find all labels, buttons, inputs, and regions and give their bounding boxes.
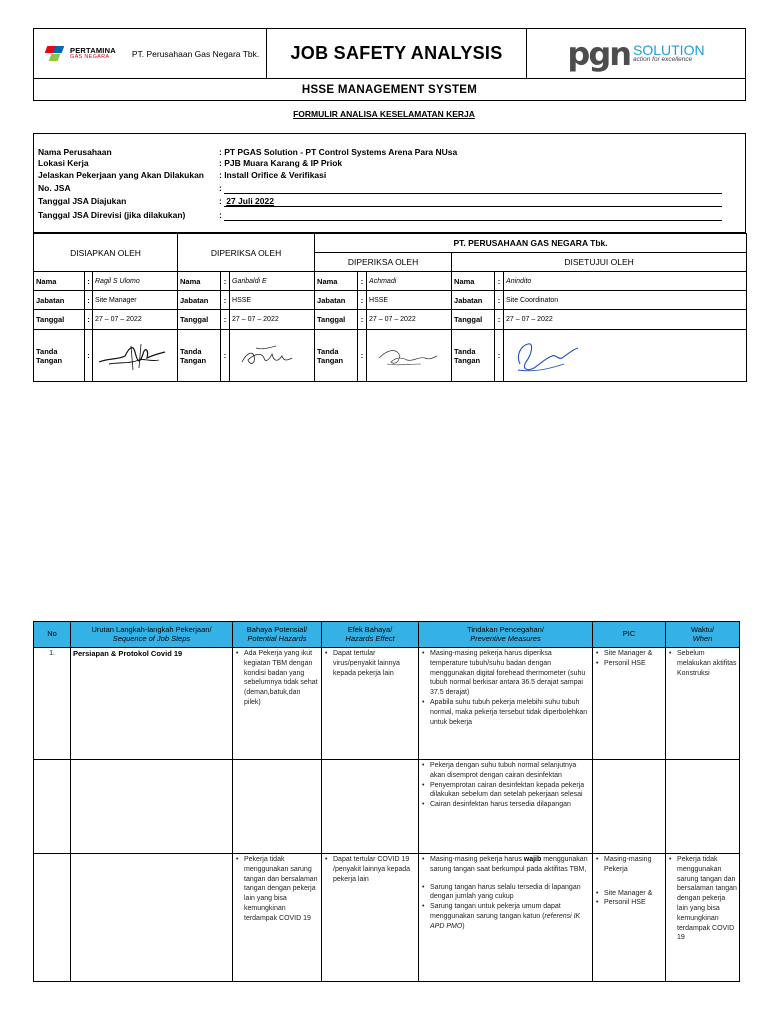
- colon: :: [221, 291, 230, 310]
- date-row: [34, 310, 747, 330]
- prepared-by-header: DISIAPKAN OLEH: [34, 234, 178, 272]
- date-label: Tanggal: [315, 310, 358, 330]
- pgn-checker-name: Achmadi: [367, 272, 452, 291]
- list-item: • Sebelum melakukan aktifitas Konstruksi: [668, 649, 737, 678]
- job-info-box: [33, 133, 746, 233]
- effect-cell: [322, 760, 419, 854]
- list-spacer: [595, 875, 663, 889]
- pic-cell: [593, 854, 666, 982]
- info-row: [38, 183, 222, 193]
- info-row: [38, 147, 457, 157]
- col-no: No: [34, 622, 71, 648]
- info-label: Lokasi Kerja: [38, 158, 89, 168]
- name-label: Nama: [315, 272, 358, 291]
- when-cell: [666, 854, 740, 982]
- row-number: [34, 854, 71, 982]
- signature-icon: [95, 336, 175, 376]
- info-row: [38, 196, 274, 206]
- pgn-solution-logo: [527, 29, 745, 78]
- effect-cell: [322, 854, 419, 982]
- submitted-date: 27 Juli 2022: [226, 196, 274, 206]
- colon: :: [495, 330, 504, 382]
- table-row: [34, 648, 740, 760]
- colon: :: [85, 310, 93, 330]
- pgn-approver-name: Anindito: [504, 272, 747, 291]
- pgn-checker-signature: [367, 330, 452, 382]
- info-label: Nama Perusahaan: [38, 147, 112, 157]
- job-step: [71, 854, 233, 982]
- colon: :: [85, 291, 93, 310]
- list-item: • Pekerja dengan suhu tubuh normal selanjutnya akan disemprot dengan cairan desinfektan: [421, 761, 590, 781]
- header-logo-cell: [34, 29, 267, 78]
- list-item: • Personil HSE: [595, 898, 663, 908]
- effect-cell: [322, 648, 419, 760]
- list-item: • Sarung tangan untuk pekerja umum dapat menggunakan sarung tangan katun (referensi IK APD PMO): [421, 902, 590, 931]
- col-steps: Urutan Langkah-langkah Pekerjaan/ Sequence of Job Steps: [71, 622, 233, 648]
- position-row: [34, 291, 747, 310]
- position-label: Jabatan: [178, 291, 221, 310]
- date-label: Tanggal: [34, 310, 85, 330]
- info-row: [38, 170, 326, 180]
- info-row: [38, 210, 222, 220]
- jsa-table: [33, 621, 740, 982]
- info-label: No. JSA: [38, 183, 71, 193]
- col-measures: Tindakan Pencegahan/ Preventive Measures: [419, 622, 593, 648]
- signature-icon: [506, 334, 586, 378]
- colon: :: [358, 330, 367, 382]
- job-step: [71, 760, 233, 854]
- position-label: Jabatan: [315, 291, 358, 310]
- info-row: [38, 158, 342, 168]
- info-label: Tanggal JSA Direvisi (jika dilakukan): [38, 210, 186, 220]
- row-number: 1.: [34, 648, 71, 760]
- info-value: : PJB Muara Karang & IP Priok: [219, 158, 343, 168]
- checker-position: HSSE: [230, 291, 315, 310]
- preparer-date: 27 – 07 – 2022: [93, 310, 178, 330]
- name-label: Nama: [34, 272, 85, 291]
- table-row: [34, 760, 740, 854]
- list-item: • Cairan desinfektan harus tersedia dilapangan: [421, 800, 590, 810]
- info-value: : Install Orifice & Verifikasi: [219, 170, 327, 180]
- jsa-header-row: [34, 622, 740, 648]
- name-label: Nama: [452, 272, 495, 291]
- colon: :: [221, 330, 230, 382]
- pgn-checker-date: 27 – 07 – 2022: [367, 310, 452, 330]
- signature-label: Tanda Tangan: [452, 330, 495, 382]
- colon: :: [221, 272, 230, 291]
- position-label: Jabatan: [452, 291, 495, 310]
- preparer-position: Site Manager: [93, 291, 178, 310]
- preparer-signature: [93, 330, 178, 382]
- submitted-date-line: [224, 206, 722, 207]
- pic-cell: [593, 760, 666, 854]
- company-name: PT. Perusahaan Gas Negara Tbk.: [131, 48, 260, 59]
- list-item: • Personil HSE: [595, 659, 663, 669]
- pgn-approved-by-header: DISETUJUI OLEH: [452, 253, 747, 272]
- info-label: Tanggal JSA Diajukan: [38, 196, 127, 206]
- hazard-cell: [233, 648, 322, 760]
- checker-date: 27 – 07 – 2022: [230, 310, 315, 330]
- signature-icon: [232, 336, 312, 376]
- info-value: :: [219, 183, 222, 193]
- colon: :: [495, 272, 504, 291]
- list-item: • Masing-masing Pekerja: [595, 855, 663, 875]
- colon: :: [495, 291, 504, 310]
- list-item: • Site Manager &: [595, 649, 663, 659]
- table-row: [34, 854, 740, 982]
- measures-cell: [419, 854, 593, 982]
- list-item: • Dapat tertular COVID 19 /penyakit lainnya kepada pekerja lain: [324, 855, 416, 884]
- when-cell: [666, 760, 740, 854]
- list-spacer: [421, 875, 590, 883]
- checker-signature: [230, 330, 315, 382]
- pgn-checked-by-header: DIPERIKSA OLEH: [315, 253, 452, 272]
- col-when: Waktu/ When: [666, 622, 740, 648]
- document-header: [33, 28, 746, 101]
- list-item: • Pekerja tidak menggunakan sarung tangan dan bersalaman tangan dengan pekerja lain yang bisa kemungkinan terdampak COVID 19: [235, 855, 319, 924]
- list-item: • Masing-masing pekerja harus wajib menggunakan sarung tangan saat berkumpul pada aktifitas TBM,: [421, 855, 590, 875]
- list-item: • Masing-masing pekerja harus diperiksa temperature tubuh/suhu badan dengan menggunakan digital forehead thermometer (suhu tubuh normal berkisar antara 36.5 derajat sampai 37.5 derajat): [421, 649, 590, 698]
- jsa-number-line: [224, 193, 722, 194]
- list-item: • Penyemprotan cairan desinfektan kepada pekerja dilakukan sebelum dan setelah pekerjaan selesai: [421, 781, 590, 801]
- signature-row: [34, 330, 747, 382]
- signature-icon: [369, 336, 449, 376]
- list-item: • Ada Pekerja yang ikut kegiatan TBM dengan kondisi badan yang sebelumnya tidak sehat (deman,batuk,dan pilek): [235, 649, 319, 708]
- revision-date-line: [224, 220, 722, 221]
- colon: :: [358, 291, 367, 310]
- pgn-approver-signature: [504, 330, 747, 382]
- pgn-solution-word: SOLUTION: [633, 42, 705, 59]
- info-label: Jelaskan Pekerjaan yang Akan Dilakukan: [38, 170, 204, 180]
- pic-cell: [593, 648, 666, 760]
- info-value: :: [219, 196, 222, 206]
- row-number: [34, 760, 71, 854]
- job-step: Persiapan & Protokol Covid 19: [71, 648, 233, 760]
- colon: :: [358, 272, 367, 291]
- signature-label: Tanda Tangan: [34, 330, 85, 382]
- measures-cell: [419, 760, 593, 854]
- pgn-word: pgn: [567, 34, 630, 73]
- colon: :: [85, 272, 93, 291]
- colon: :: [221, 310, 230, 330]
- approval-table: [33, 233, 747, 382]
- pgn-approver-date: 27 – 07 – 2022: [504, 310, 747, 330]
- pgn-approver-position: Site Coordinaton: [504, 291, 747, 310]
- col-hazards: Bahaya Potensial/ Potential Hazards: [233, 622, 322, 648]
- hazard-cell: [233, 854, 322, 982]
- hazard-cell: [233, 760, 322, 854]
- info-value: : PT PGAS Solution - PT Control Systems Arena Para NUsa: [219, 147, 458, 157]
- colon: :: [495, 310, 504, 330]
- date-label: Tanggal: [178, 310, 221, 330]
- name-label: Nama: [178, 272, 221, 291]
- document-title: JOB SAFETY ANALYSIS: [267, 29, 527, 78]
- col-effect: Efek Bahaya/ Hazards Effect: [322, 622, 419, 648]
- pertamina-sub: GAS NEGARA: [70, 53, 110, 60]
- when-cell: [666, 648, 740, 760]
- pertamina-name: PERTAMINA: [70, 46, 116, 55]
- list-item: • Pekerja tidak menggunakan sarung tangan dan bersalaman tangan dengan pekerja lain yang bisa kemungkinan terdampak COVID 19: [668, 855, 737, 943]
- form-title: FORMULIR ANALISA KESELAMATAN KERJA: [293, 109, 475, 119]
- signature-label: Tanda Tangan: [315, 330, 358, 382]
- list-item: • Sarung tangan harus selalu tersedia di lapangan dengan jumlah yang cukup: [421, 883, 590, 903]
- colon: :: [85, 330, 93, 382]
- signature-label: Tanda Tangan: [178, 330, 221, 382]
- colon: :: [358, 310, 367, 330]
- measures-cell: [419, 648, 593, 760]
- date-label: Tanggal: [452, 310, 495, 330]
- pgn-tagline: action for excellence: [633, 56, 693, 64]
- pgn-checker-position: HSSE: [367, 291, 452, 310]
- pgn-company-header: PT. PERUSAHAAN GAS NEGARA Tbk.: [315, 234, 747, 253]
- list-item: • Dapat tertular virus/penyakit lainnya kepada pekerja lain: [324, 649, 416, 678]
- pertamina-mark-icon: [46, 45, 66, 63]
- position-label: Jabatan: [34, 291, 85, 310]
- name-row: [34, 272, 747, 291]
- preparer-name: Ragil S Ulomo: [93, 272, 178, 291]
- checked-by-header: DIPERIKSA OLEH: [178, 234, 315, 272]
- document-subtitle: HSSE MANAGEMENT SYSTEM: [301, 83, 478, 96]
- checker-name: Garibaldi E: [230, 272, 315, 291]
- pertamina-logo: [46, 45, 116, 63]
- info-value: :: [219, 210, 222, 220]
- list-item: • Site Manager &: [595, 889, 663, 899]
- list-item: • Apabila suhu tubuh pekerja melebihi suhu tubuh normal, maka pekerja tersebut tidak diperbolehkan untuk bekerja: [421, 698, 590, 727]
- col-pic: PIC: [593, 622, 666, 648]
